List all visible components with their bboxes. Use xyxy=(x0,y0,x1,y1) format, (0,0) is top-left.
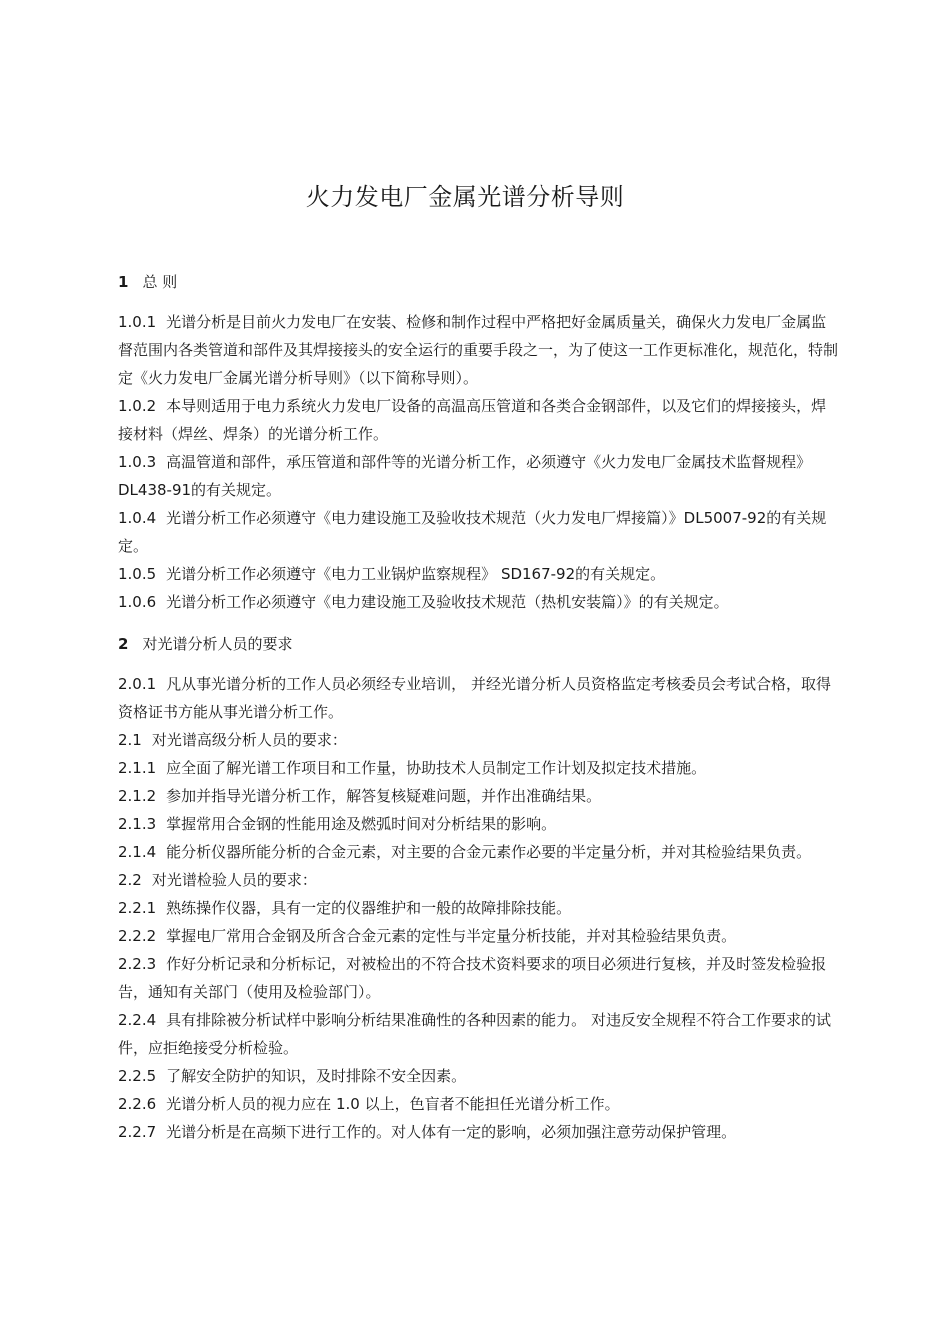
clause-number: 2.1 xyxy=(118,731,142,749)
clause-number: 2.2.2 xyxy=(118,927,157,945)
clause xyxy=(118,560,838,588)
clause xyxy=(118,894,838,922)
clause xyxy=(118,588,838,616)
section-number: 1 xyxy=(118,273,129,291)
clause-text: 光谱分析工作必须遵守《电力建设施工及验收技术规范（热机安装篇）》的有关规定。 xyxy=(166,593,729,611)
clause xyxy=(118,726,838,754)
clause xyxy=(118,950,838,1006)
clause-text: 掌握常用合金钢的性能用途及燃弧时间对分析结果的影响。 xyxy=(166,815,557,833)
clause xyxy=(118,504,838,560)
clause-text: 光谱分析是目前火力发电厂在安装、检修和制作过程中严格把好金属质量关，确保火力发电厂金属监督范围内各类管道和部件及其焊接接头的安全运行的重要手段之一，为了使这一工作更标准化，规范化，特制定《火力发电厂金属光谱分析导则》（以下简称导则）。 xyxy=(118,313,839,387)
clause-number: 2.2.6 xyxy=(118,1095,157,1113)
clause xyxy=(118,392,838,448)
clause-text: 光谱分析工作必须遵守《电力建设施工及验收技术规范（火力发电厂焊接篇）》DL5007-92的有关规定。 xyxy=(118,509,827,555)
clause xyxy=(118,1118,838,1146)
clause-number: 1.0.3 xyxy=(118,453,157,471)
clause-number: 2.2 xyxy=(118,871,142,889)
clause-number: 1.0.1 xyxy=(118,313,157,331)
clause-number: 1.0.4 xyxy=(118,509,157,527)
clause-text: 光谱分析人员的视力应在 1.0 以上，色盲者不能担任光谱分析工作。 xyxy=(166,1095,620,1113)
section-number: 2 xyxy=(118,635,129,653)
clause-number: 2.1.2 xyxy=(118,787,157,805)
clause xyxy=(118,754,838,782)
clause-text: 作好分析记录和分析标记，对被检出的不符合技术资料要求的项目必须进行复核，并及时签发检验报告，通知有关部门（使用及检验部门）。 xyxy=(118,955,827,1001)
clause-text: 参加并指导光谱分析工作，解答复核疑难问题，并作出准确结果。 xyxy=(166,787,602,805)
clause-number: 2.2.1 xyxy=(118,899,157,917)
clause-text: 掌握电厂常用合金钢及所含合金元素的定性与半定量分析技能，并对其检验结果负责。 xyxy=(166,927,737,945)
clause xyxy=(118,1090,838,1118)
clause-text: 能分析仪器所能分析的合金元素，对主要的合金元素作必要的半定量分析，并对其检验结果负责。 xyxy=(166,843,812,861)
clause xyxy=(118,810,838,838)
document-body xyxy=(118,268,838,1146)
clause xyxy=(118,670,838,726)
clause-text: 熟练操作仪器，具有一定的仪器维护和一般的故障排除技能。 xyxy=(166,899,572,917)
document-title: 火力发电厂金属光谱分析导则 xyxy=(305,183,625,211)
clause-text: 光谱分析工作必须遵守《电力工业锅炉监察规程》 SD167-92的有关规定。 xyxy=(166,565,666,583)
clause-text: 对光谱高级分析人员的要求： xyxy=(151,731,347,749)
clause-text: 对光谱检验人员的要求： xyxy=(151,871,317,889)
clause xyxy=(118,922,838,950)
clause xyxy=(118,838,838,866)
section-title: 总 则 xyxy=(142,273,178,291)
section-heading xyxy=(118,268,838,296)
clause-text: 凡从事光谱分析的工作人员必须经专业培训， 并经光谱分析人员资格监定考核委员会考试合格，取得资格证书方能从事光谱分析工作。 xyxy=(118,675,831,721)
clause-number: 2.1.4 xyxy=(118,843,157,861)
clause-number: 2.2.7 xyxy=(118,1123,157,1141)
section-heading xyxy=(118,630,838,658)
clause xyxy=(118,448,838,504)
clause-text: 应全面了解光谱工作项目和工作量，协助技术人员制定工作计划及拟定技术措施。 xyxy=(166,759,707,777)
clause-number: 2.1.3 xyxy=(118,815,157,833)
clause-text: 了解安全防护的知识，及时排除不安全因素。 xyxy=(166,1067,467,1085)
clause-text: 本导则适用于电力系统火力发电厂设备的高温高压管道和各类合金钢部件，以及它们的焊接接头，焊接材料（焊丝、焊条）的光谱分析工作。 xyxy=(118,397,827,443)
clause-number: 1.0.5 xyxy=(118,565,157,583)
clause-number: 1.0.2 xyxy=(118,397,157,415)
clause xyxy=(118,308,838,392)
clause-text: 光谱分析是在高频下进行工作的。对人体有一定的影响，必须加强注意劳动保护管理。 xyxy=(166,1123,737,1141)
clause-number: 2.1.1 xyxy=(118,759,157,777)
clause xyxy=(118,866,838,894)
clause-text: 具有排除被分析试样中影响分析结果准确性的各种因素的能力。 对违反安全规程不符合工作要求的试件，应拒绝接受分析检验。 xyxy=(118,1011,831,1057)
clause-number: 2.2.5 xyxy=(118,1067,157,1085)
clause xyxy=(118,782,838,810)
clause-number: 2.0.1 xyxy=(118,675,157,693)
clause-number: 2.2.3 xyxy=(118,955,157,973)
clause-text: 高温管道和部件，承压管道和部件等的光谱分析工作，必须遵守《火力发电厂金属技术监督规程》DL438-91的有关规定。 xyxy=(118,453,812,499)
clause-number: 1.0.6 xyxy=(118,593,157,611)
section-title: 对光谱分析人员的要求 xyxy=(142,635,293,653)
clause xyxy=(118,1062,838,1090)
clause xyxy=(118,1006,838,1062)
clause-number: 2.2.4 xyxy=(118,1011,157,1029)
